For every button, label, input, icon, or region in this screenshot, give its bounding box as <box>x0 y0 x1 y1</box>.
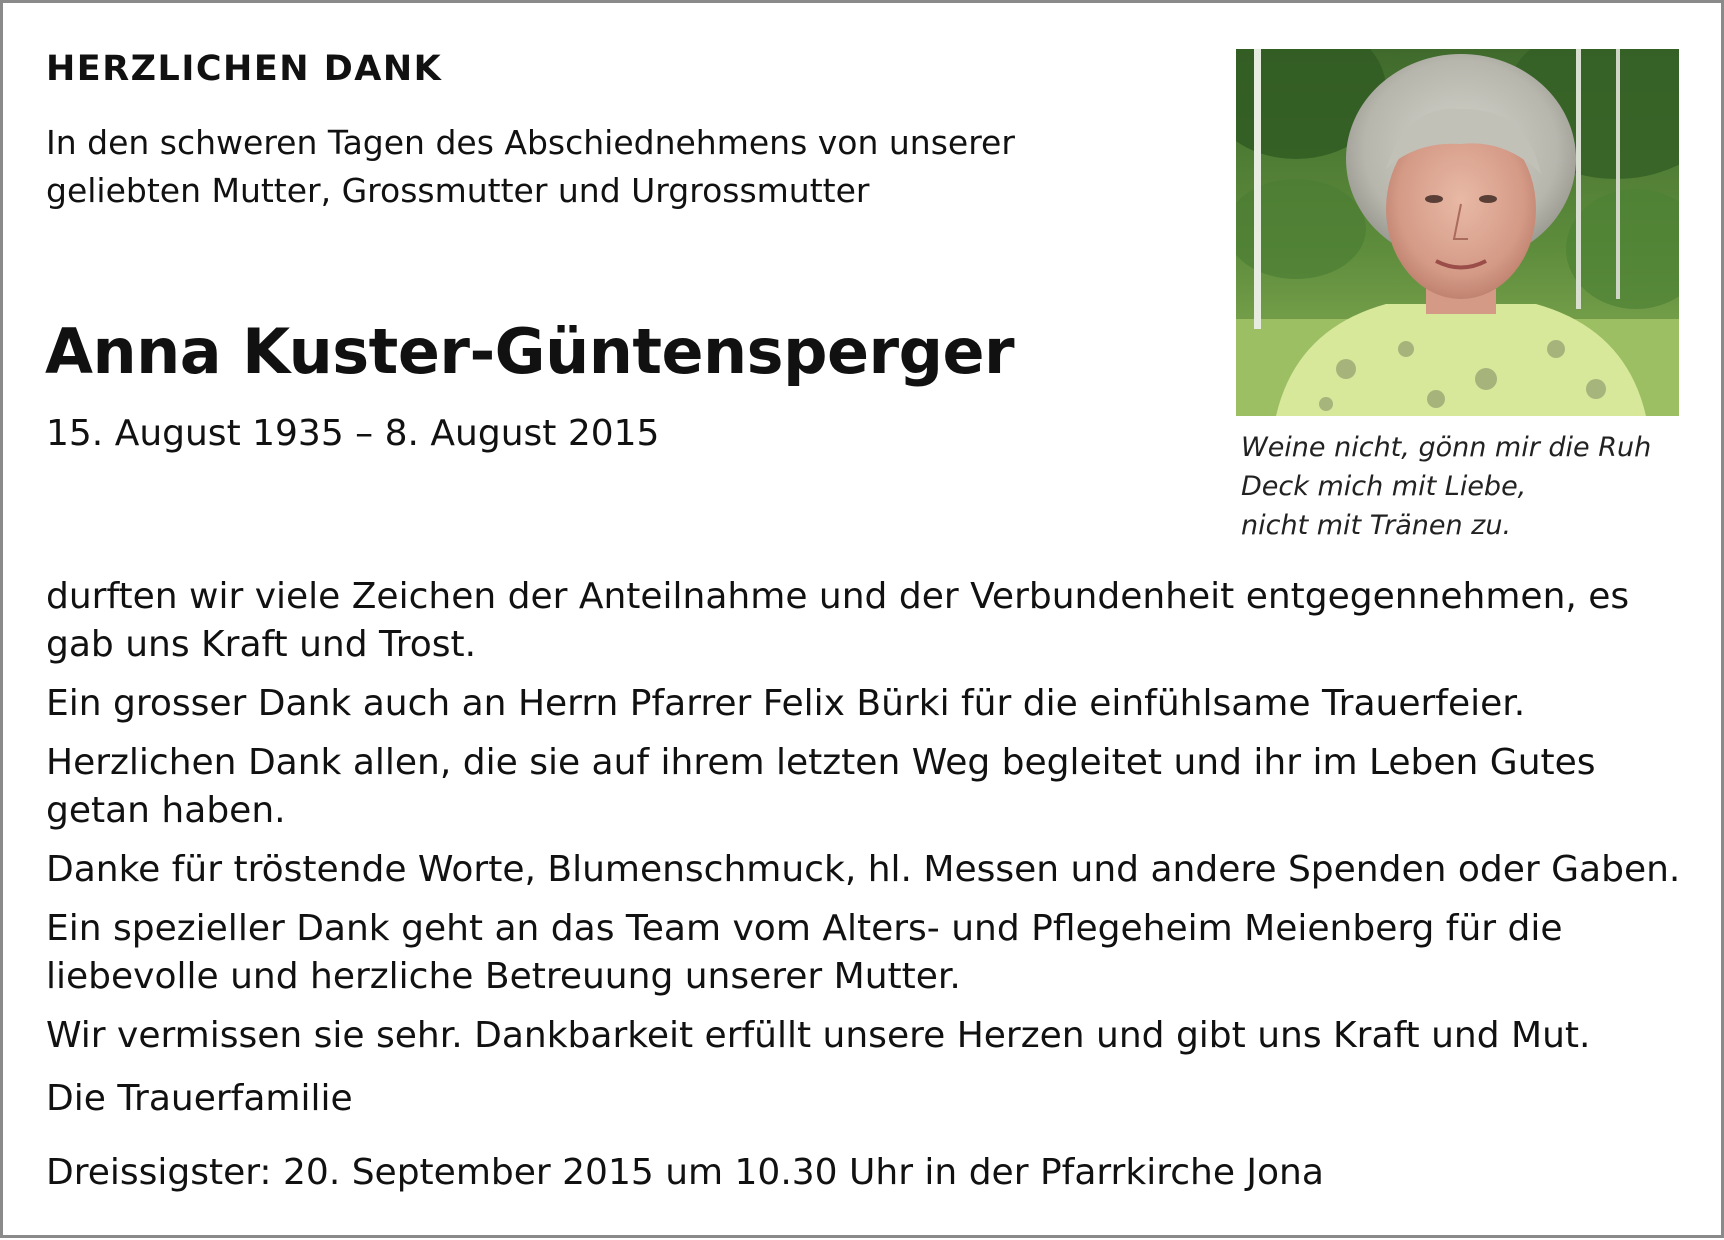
paragraph: durften wir viele Zeichen der Anteilnahme und der Verbundenheit entgegennehmen, es gab uns Kraft und Trost. <box>46 576 1630 665</box>
memorial-service: Dreissigster: 20. September 2015 um 10.30 Uhr in der Pfarrkirche Jona <box>46 1152 1324 1193</box>
thanks-text <box>46 573 1686 1208</box>
poem <box>1241 428 1651 545</box>
poem-line: Weine nicht, gönn mir die Ruh <box>1241 432 1652 463</box>
poem-line: Deck mich mit Liebe, <box>1241 471 1527 502</box>
intro-line: In den schweren Tagen des Abschiednehmens von unserer <box>46 123 1015 162</box>
intro-text <box>46 119 1176 215</box>
paragraph: Herzlichen Dank allen, die sie auf ihrem letzten Weg begleitet und ihr im Leben Gutes getan haben. <box>46 742 1596 831</box>
signature: Die Trauerfamilie <box>46 1078 353 1119</box>
notice-heading: HERZLICHEN DANK <box>46 49 443 89</box>
paragraph: Danke für tröstende Worte, Blumenschmuck, hl. Messen und andere Spenden oder Gaben. <box>46 849 1681 890</box>
paragraph: Ein spezieller Dank geht an das Team vom Alters- und Pflegeheim Meienberg für die liebevolle und herzliche Betreuung unserer Mutter. <box>46 908 1563 997</box>
portrait-photo <box>1236 49 1679 416</box>
paragraph: Wir vermissen sie sehr. Dankbarkeit erfüllt unsere Herzen und gibt uns Kraft und Mut. <box>46 1015 1591 1056</box>
deceased-name: Anna Kuster-Güntensperger <box>45 315 1015 388</box>
poem-line: nicht mit Tränen zu. <box>1241 510 1512 541</box>
intro-line: geliebten Mutter, Grossmutter und Urgrossmutter <box>46 171 870 210</box>
life-dates: 15. August 1935 – 8. August 2015 <box>46 413 660 454</box>
paragraph: Ein grosser Dank auch an Herrn Pfarrer Felix Bürki für die einfühlsame Trauerfeier. <box>46 683 1526 724</box>
